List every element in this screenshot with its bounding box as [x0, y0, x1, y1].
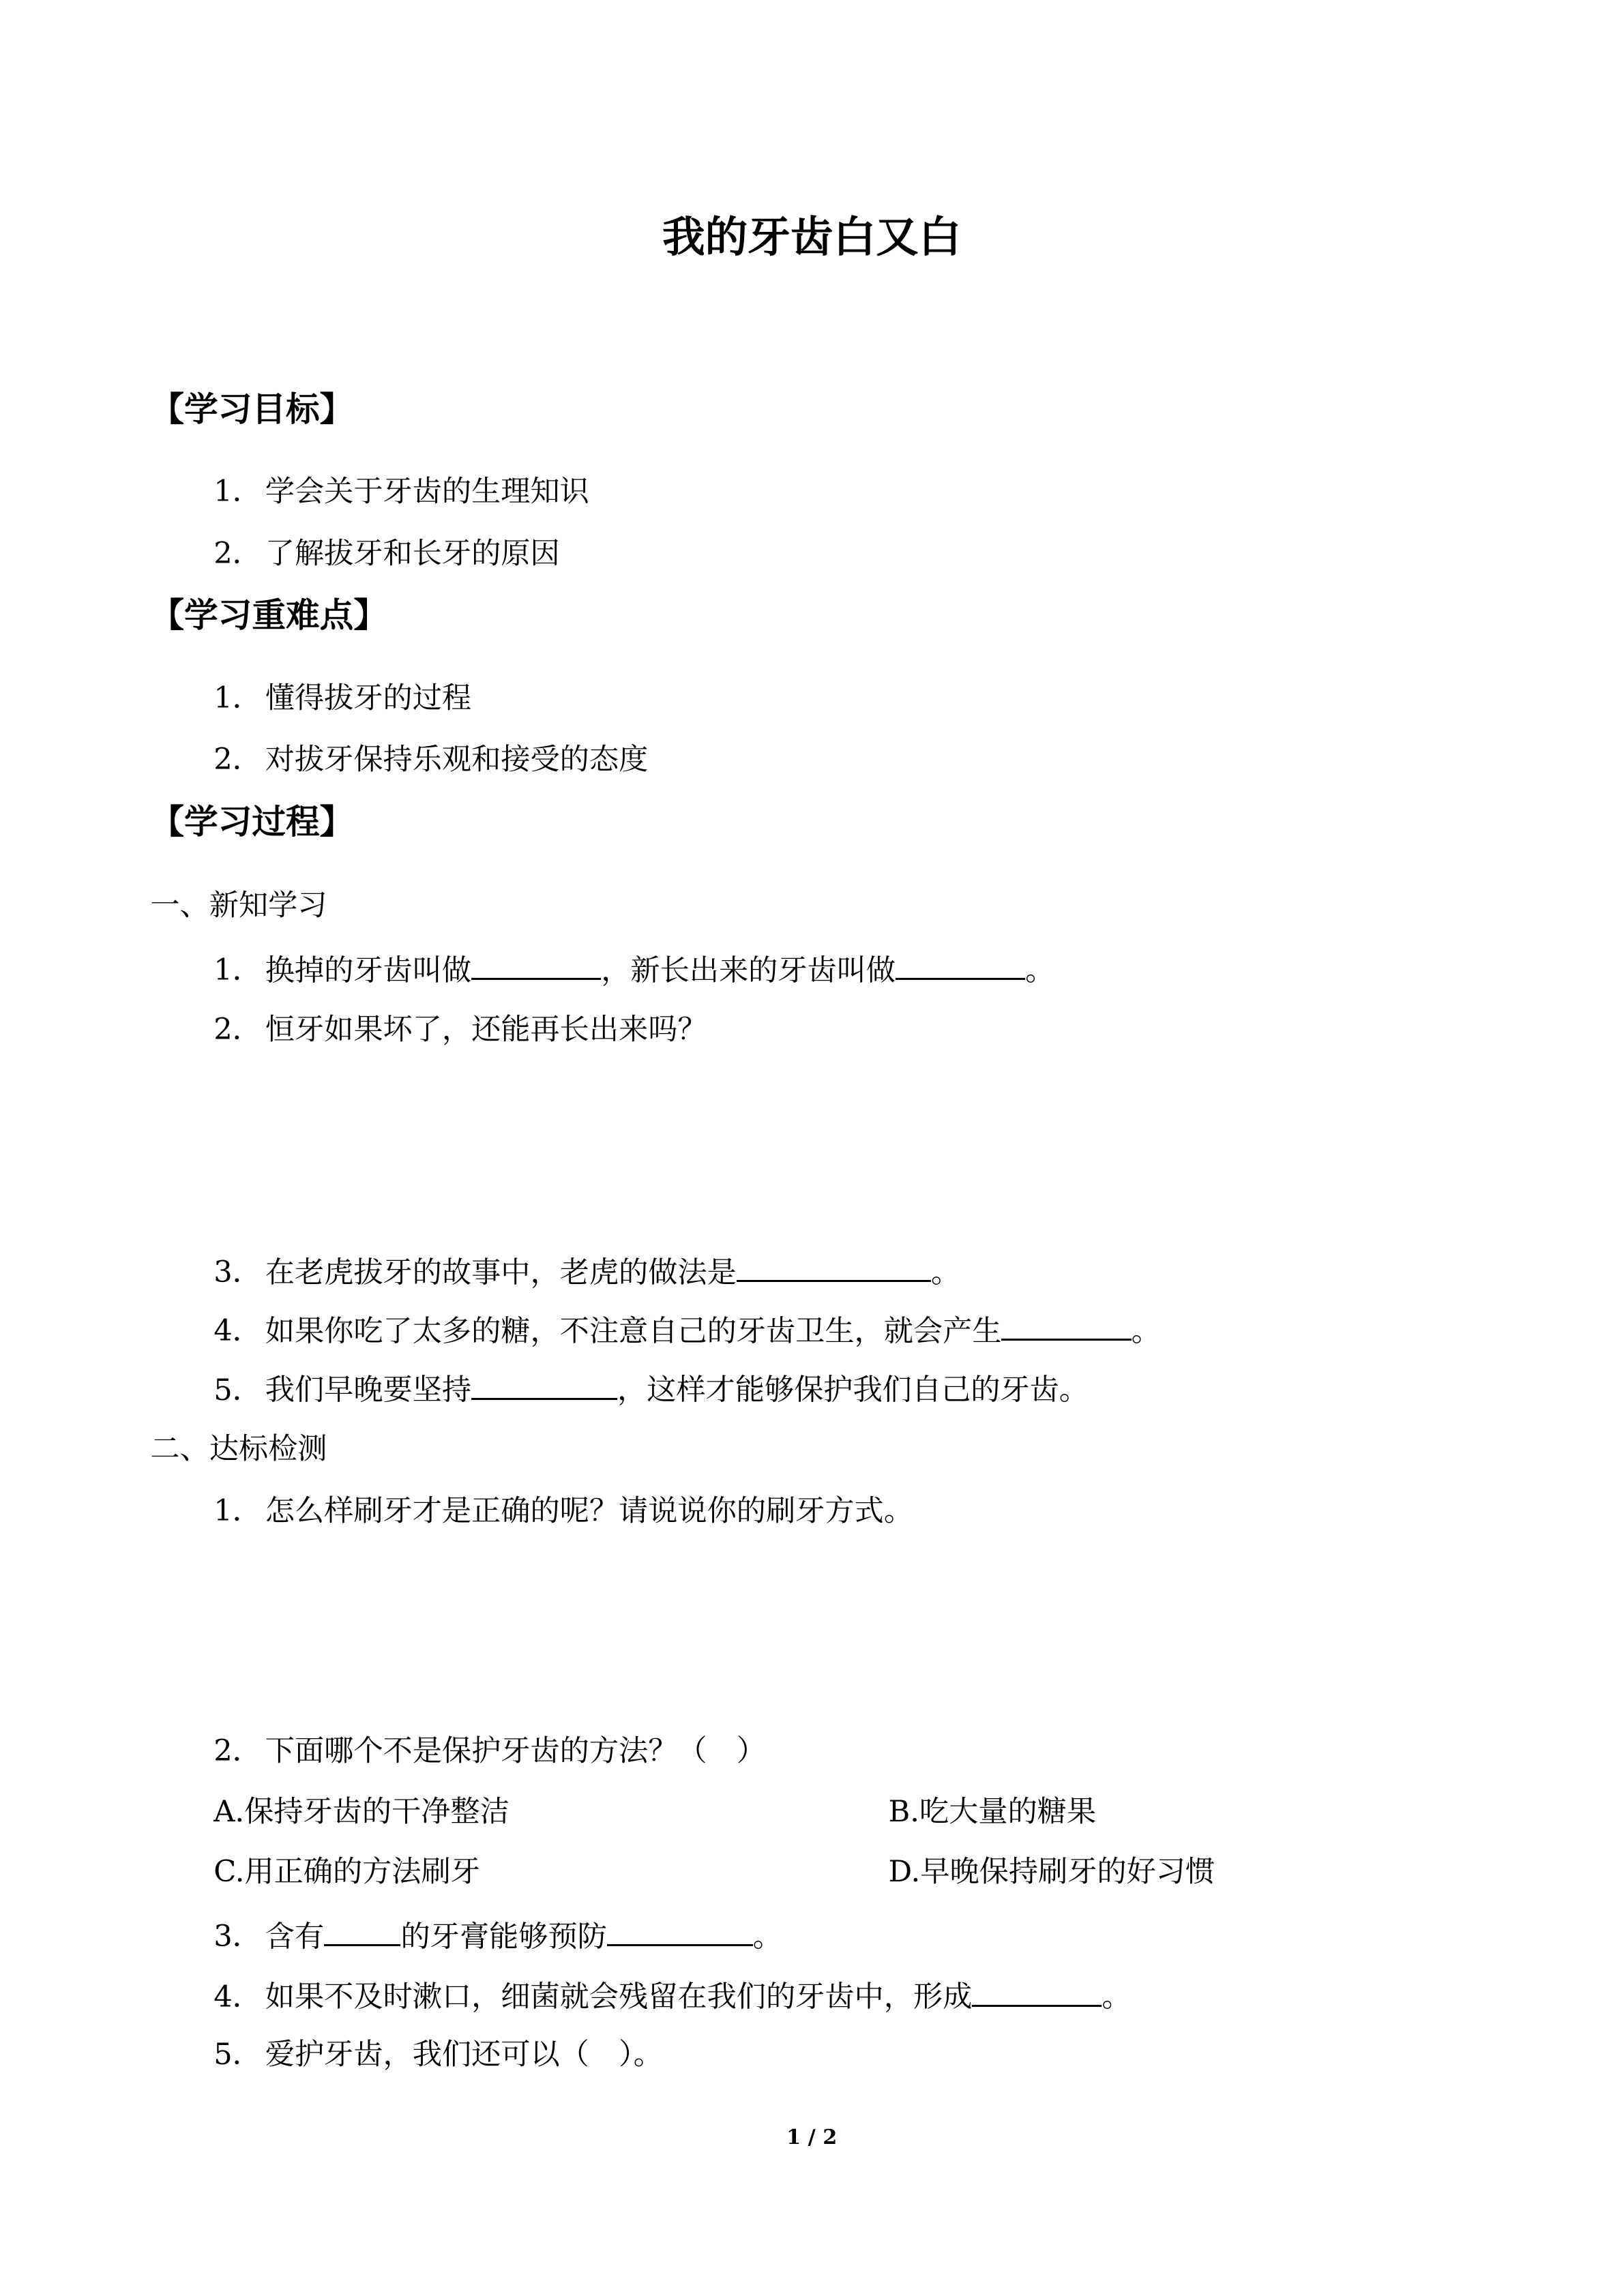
answer-blank[interactable] [607, 1913, 753, 1946]
page-title: 我的牙齿白又白 [662, 211, 962, 262]
objective-item [213, 533, 559, 574]
item-text: 对拔牙保持乐观和接受的态度 [265, 743, 649, 777]
question-text: 含有 [265, 1920, 325, 1954]
question-number: 1． [213, 953, 262, 988]
question-text: 爱护牙齿，我们还可以（ ）。 [265, 2037, 663, 2072]
question-number: 1． [213, 1493, 262, 1528]
question-1 [213, 947, 1054, 992]
question-number: 2． [213, 1734, 262, 1768]
question-text: 。 [1131, 1314, 1161, 1349]
question-text: 下面哪个不是保护牙齿的方法？（ ） [265, 1734, 766, 1768]
question-number: 3． [213, 1920, 262, 1954]
objective-item [213, 471, 589, 512]
question-number: 2． [213, 1012, 262, 1047]
question-text: 。 [930, 1255, 961, 1290]
question-number: 3． [213, 1255, 262, 1290]
question-number: 4． [213, 1980, 262, 2014]
question-text: 如果你吃了太多的糖，不注意自己的牙齿卫生，就会产生 [265, 1314, 1002, 1349]
question-text: 。 [1102, 1980, 1132, 2014]
item-number: 1． [213, 475, 262, 509]
question-text: 我们早晚要坚持 [265, 1373, 472, 1407]
item-text: 学会关于牙齿的生理知识 [265, 475, 589, 509]
question-text: 在老虎拔牙的故事中，老虎的做法是 [265, 1255, 737, 1290]
question-text: ，新长出来的牙齿叫做 [601, 953, 896, 988]
option-b[interactable]: B.吃大量的糖果 [888, 1794, 1097, 1829]
answer-blank[interactable] [896, 947, 1025, 980]
question-text: ，这样才能够保护我们自己的牙齿。 [617, 1373, 1089, 1407]
assessment-question-3 [213, 1913, 782, 1958]
question-text: 换掉的牙齿叫做 [265, 953, 472, 988]
assessment-question-4 [213, 1973, 1131, 2018]
option-a[interactable]: A.保持牙齿的干净整洁 [213, 1794, 510, 1829]
part-heading-new-knowledge: 一、新知学习 [150, 889, 327, 923]
question-text: 恒牙如果坏了，还能再长出来吗？ [265, 1012, 707, 1047]
key-points-heading: 【学习重难点】 [150, 595, 388, 636]
option-c[interactable]: C.用正确的方法刷牙 [213, 1855, 480, 1890]
item-text: 懂得拔牙的过程 [265, 681, 472, 715]
process-heading: 【学习过程】 [150, 801, 354, 841]
item-number: 2． [213, 743, 262, 777]
item-number: 1． [213, 681, 262, 715]
question-2 [213, 1009, 707, 1050]
question-text: 怎么样刷牙才是正确的呢？请说说你的刷牙方式。 [265, 1493, 913, 1528]
option-d[interactable]: D.早晚保持刷牙的好习惯 [888, 1855, 1215, 1890]
answer-blank[interactable] [737, 1249, 931, 1282]
answer-blank[interactable] [471, 1367, 617, 1399]
assessment-question-1 [213, 1491, 913, 1532]
question-number: 5． [213, 2037, 262, 2072]
answer-blank[interactable] [972, 1973, 1102, 2006]
page-number: 1 / 2 [786, 2125, 838, 2149]
assessment-question-5 [213, 2034, 663, 2075]
question-text: 。 [1025, 953, 1055, 988]
item-text: 了解拔牙和长牙的原因 [265, 536, 560, 571]
key-point-item [213, 739, 648, 780]
key-point-item [213, 678, 471, 719]
question-text: 如果不及时漱口，细菌就会残留在我们的牙齿中，形成 [265, 1980, 973, 2014]
question-5 [213, 1367, 1089, 1411]
question-number: 4． [213, 1314, 262, 1349]
answer-blank[interactable] [471, 947, 601, 980]
answer-blank[interactable] [324, 1913, 400, 1946]
question-text: 。 [752, 1920, 782, 1954]
assessment-question-2 [213, 1731, 766, 1772]
item-number: 2． [213, 536, 262, 571]
question-number: 5． [213, 1373, 262, 1407]
question-text: 的牙膏能够预防 [400, 1920, 607, 1954]
question-3 [213, 1249, 960, 1294]
question-4 [213, 1308, 1161, 1352]
objectives-heading: 【学习目标】 [150, 389, 354, 430]
answer-blank[interactable] [1001, 1308, 1131, 1341]
part-heading-assessment: 二、达标检测 [150, 1432, 327, 1467]
